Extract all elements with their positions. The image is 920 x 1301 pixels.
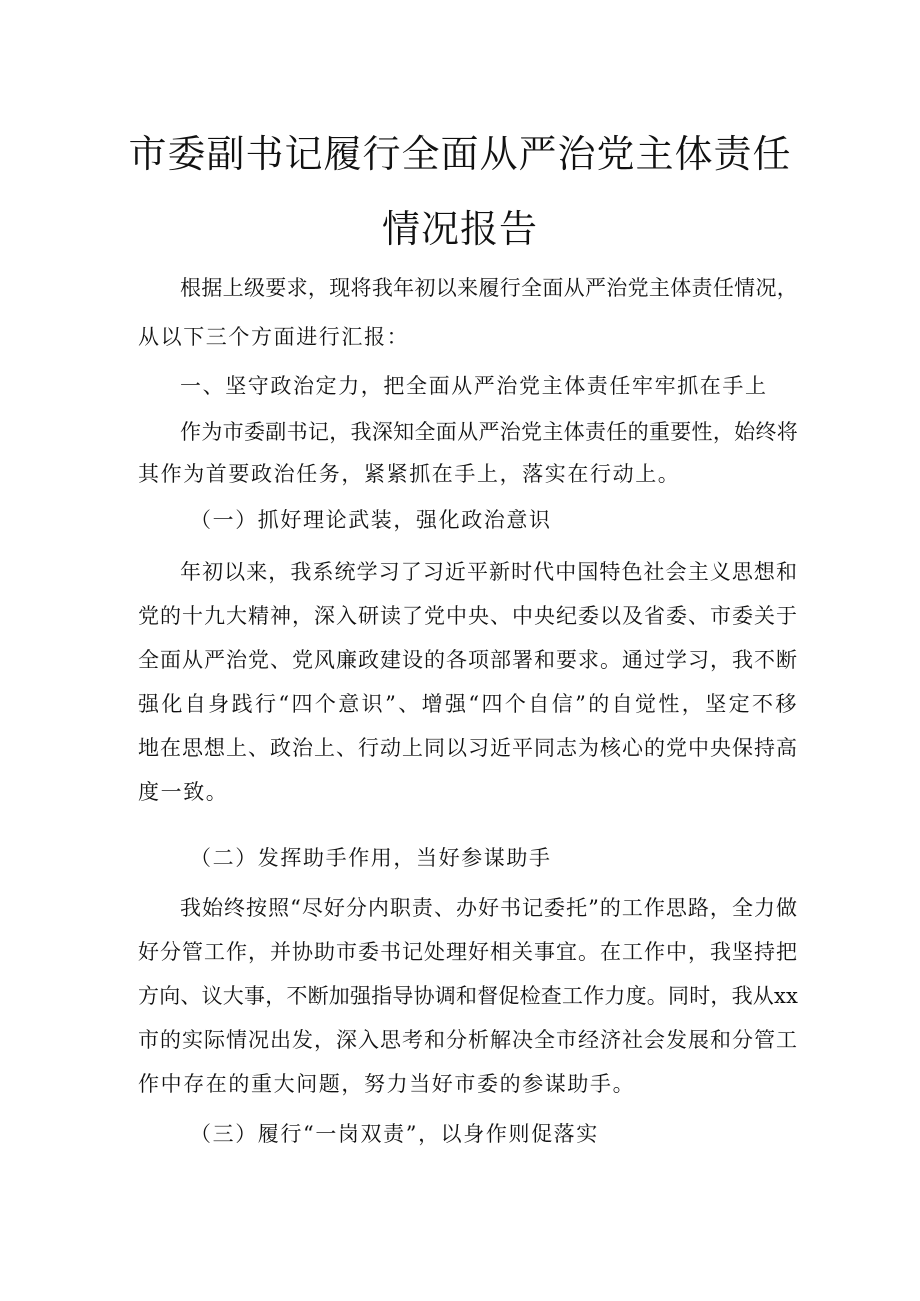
document-title-line-1: 市委副书记履行全面从严治党主体责任 (128, 132, 792, 176)
body-paragraph-line: 作为市委副书记，我深知全面从严治党主体责任的重要性，始终将 (180, 420, 798, 444)
subsection-heading: （一）抓好理论武装，强化政治意识 (190, 508, 552, 532)
body-paragraph-line: 市的实际情况出发，深入思考和分析解决全市经济社会发展和分管工 (138, 1028, 798, 1052)
body-paragraph-line: 好分管工作，并协助市委书记处理好相关事宜。在工作中，我坚持把 (138, 940, 798, 964)
intro-paragraph-line: 从以下三个方面进行汇报： (138, 325, 410, 349)
body-paragraph-line: 方向、议大事，不断加强指导协调和督促检查工作力度。同时，我从xx (138, 984, 798, 1008)
body-paragraph-line: 全面从严治党、党风廉政建设的各项部署和要求。通过学习，我不断 (138, 648, 798, 672)
body-paragraph-line: 我始终按照“尽好分内职责、办好书记委托”的工作思路，全力做 (180, 896, 798, 920)
intro-paragraph-line: 根据上级要求，现将我年初以来履行全面从严治党主体责任情况， (180, 276, 798, 300)
body-paragraph-line: 年初以来，我系统学习了习近平新时代中国特色社会主义思想和 (180, 560, 798, 584)
body-paragraph-line: 党的十九大精神，深入研读了党中央、中央纪委以及省委、市委关于 (138, 604, 798, 628)
body-paragraph-line: 度一致。 (138, 780, 229, 804)
body-paragraph-line: 其作为首要政治任务，紧紧抓在手上，落实在行动上。 (138, 462, 681, 486)
subsection-heading: （三）履行“一岗双责”，以身作则促落实 (190, 1122, 599, 1146)
body-paragraph-line: 地在思想上、政治上、行动上同以习近平同志为核心的党中央保持高 (138, 736, 798, 760)
body-paragraph-line: 强化自身践行“四个意识”、增强“四个自信”的自觉性，坚定不移 (138, 692, 798, 716)
body-paragraph-line: 作中存在的重大问题，努力当好市委的参谋助手。 (138, 1072, 636, 1096)
document-title-line-2: 情况报告 (381, 207, 538, 251)
section-heading: 一、坚守政治定力，把全面从严治党主体责任牢牢抓在手上 (180, 374, 768, 398)
subsection-heading: （二）发挥助手作用，当好参谋助手 (190, 846, 552, 870)
